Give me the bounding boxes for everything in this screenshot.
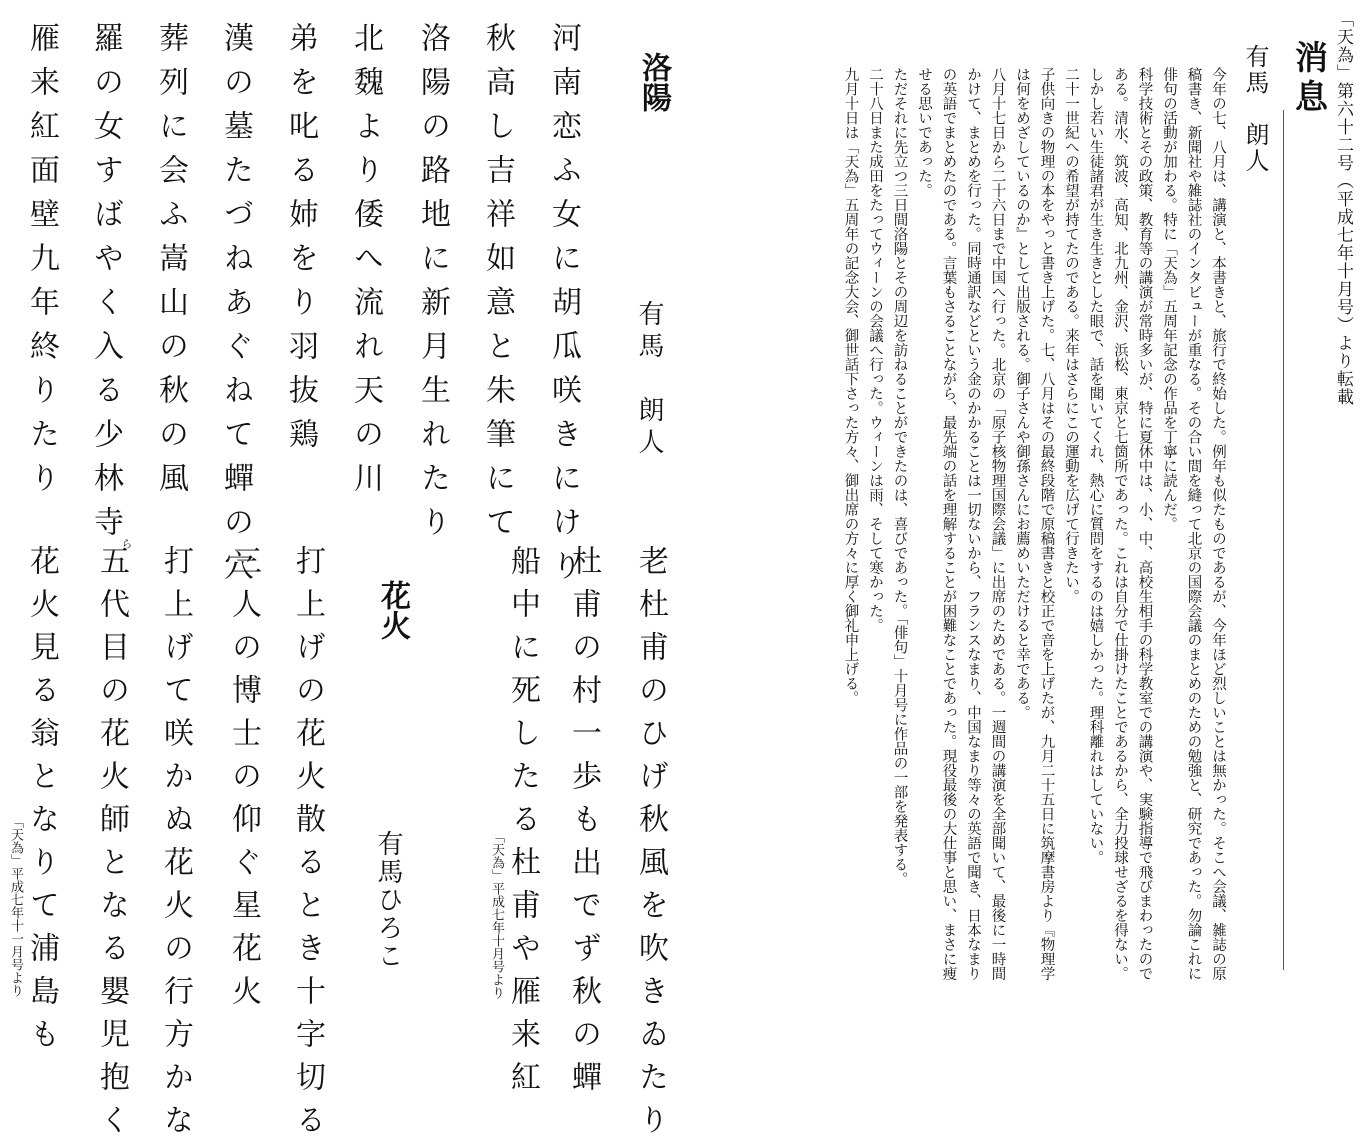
essay-paragraph: 二十八日また成田をたってウィーンの会議へ行った。ウィーンは雨、そして寒かった。 bbox=[867, 66, 883, 632]
essay-paragraph: 二十一世紀への希望が持てたのである。来年はさらにこの運動を広げて行きたい。 bbox=[1063, 66, 1079, 603]
essay-paragraph: 科学技術とその政策、教育等の講演が常時多いが、特に夏休中は、小、中、高校生相手の科学教室での講演や、実験指導で飛びまわったのである。清水、筑波、高知、北九州、金沢、浜松、東京と七箇所であった。これは自分で仕掛けたことであるから、全力投球せざるを得ない。しかし若い生徒諸君が生き生きとした眼で、話を聞いてくれ、熱心に質問をするのは嬉しかった。理科離れはしていない。 bbox=[1087, 66, 1153, 980]
haiku-line: 打上げて咲かぬ花火の行方かな bbox=[158, 545, 193, 1147]
haiku-line: 老杜甫のひげ秋風を吹きゐたり bbox=[633, 545, 668, 1147]
citation-hanabi: 「天為」平成七年十一月号より bbox=[8, 815, 23, 997]
header-divider bbox=[1283, 110, 1284, 970]
haiku-line: 北魏より倭へ流れ天の川 bbox=[348, 22, 383, 506]
essay-paragraph: 八月十七日から二十六日まで中国へ行った。北京の「原子核物理国際会議」に出席のためである。一週間の講演を全部聞いて、最後に一時間かけて、まとめを行った。同時通訳などという金のかかることは一切ないから、フランスなまり、中国なまり等々の英語で聞き、日本なまりの英語でまとめたのである。言葉もさることながら、最先端の話を理解することが困難なことであった。現役最後の大仕事と思い、まさに痩せる思いであった。 bbox=[916, 66, 1006, 980]
essay-paragraph: 九月十日は「天為」五周年の記念大会、御世話下さった方々、御出席の方々に厚く御礼申上げる。 bbox=[842, 66, 859, 705]
ruby-annotation: ら bbox=[120, 538, 133, 549]
haiku-line: 秋高し吉祥如意と朱筆にて bbox=[480, 22, 515, 550]
haiku-line: 船中に死したる杜甫や雁来紅 bbox=[505, 545, 540, 1104]
essay-title: 消息 bbox=[1290, 40, 1329, 118]
haiku-line: 洛陽の路地に新月生れたり bbox=[415, 22, 450, 550]
haiku-line: 花火見る翁となりて浦島も bbox=[24, 545, 59, 1061]
haiku-line: 打上げの花火散るとき十字切る bbox=[290, 545, 325, 1147]
haiku-line: 弟を叱る姉をり羽抜鶏 bbox=[283, 22, 318, 462]
haiku-line: 河南恋ふ女に胡瓜咲きにけり bbox=[546, 22, 581, 594]
haiku-line: 葬列に会ふ嵩山の秋の風 bbox=[153, 22, 188, 506]
haiku-line: 雁来紅面壁九年終りたり bbox=[24, 22, 59, 506]
section-author-hanabi: 有馬ひろこ bbox=[373, 830, 403, 970]
citation-rakuyo: 「天為」平成七年十月号より bbox=[489, 830, 504, 999]
haiku-line: 杜甫の村一歩も出でず秋の蟬 bbox=[566, 545, 601, 1104]
essay-author: 有馬 朗人 bbox=[1241, 44, 1269, 174]
section-author-rakuyo: 有馬 朗人 bbox=[634, 300, 664, 460]
haiku-line: 羅の女すばやく入る少林寺 bbox=[88, 22, 123, 550]
haiku-line: 三人の博士の仰ぐ星花火 bbox=[226, 545, 261, 1018]
essay-paragraph: ただそれに先立つ三日間洛陽とその周辺を訪ねることができたのは、喜びであった。「俳句」十月号に作品の一部を発表する。 bbox=[891, 66, 908, 886]
essay-paragraph: 今年の七、八月は、講演と、本書きと、旅行で終始した。例年も似たものであるが、今年ほど烈しいことは無かった。そこへ会議、雑誌の原稿書き、新聞社や雑誌社のインタビューが重なる。その合い間を縫って北京の国際会議のまとめのための勉強と、研究であった。勿論これに俳句の活動が加わる。特に「天為」五周年記念の作品を丁寧に読んだ。 bbox=[1161, 66, 1226, 980]
section-title-rakuyo: 洛陽 bbox=[636, 52, 671, 112]
essay-paragraph: 子供向きの物理の本をやっと書き上げた。七、八月はその最終段階で原稿書きと校正で音を上げたが、九月二十五日に筑摩書房より『物理学は何をめざしているのか』として出版される。御子さんや御孫さんにお薦めいただけると幸である。 bbox=[1014, 66, 1055, 980]
haiku-line: 五代目の花火師となる嬰児抱く bbox=[94, 545, 129, 1147]
section-title-hanabi: 花火 bbox=[375, 580, 410, 640]
essay-body bbox=[838, 52, 1230, 980]
source-note: 「天為」第六十二号（平成七年十月号）より転載 bbox=[1333, 10, 1353, 406]
haiku-line: 漢の墓たづねあぐねて蟬の穴 bbox=[218, 22, 253, 594]
